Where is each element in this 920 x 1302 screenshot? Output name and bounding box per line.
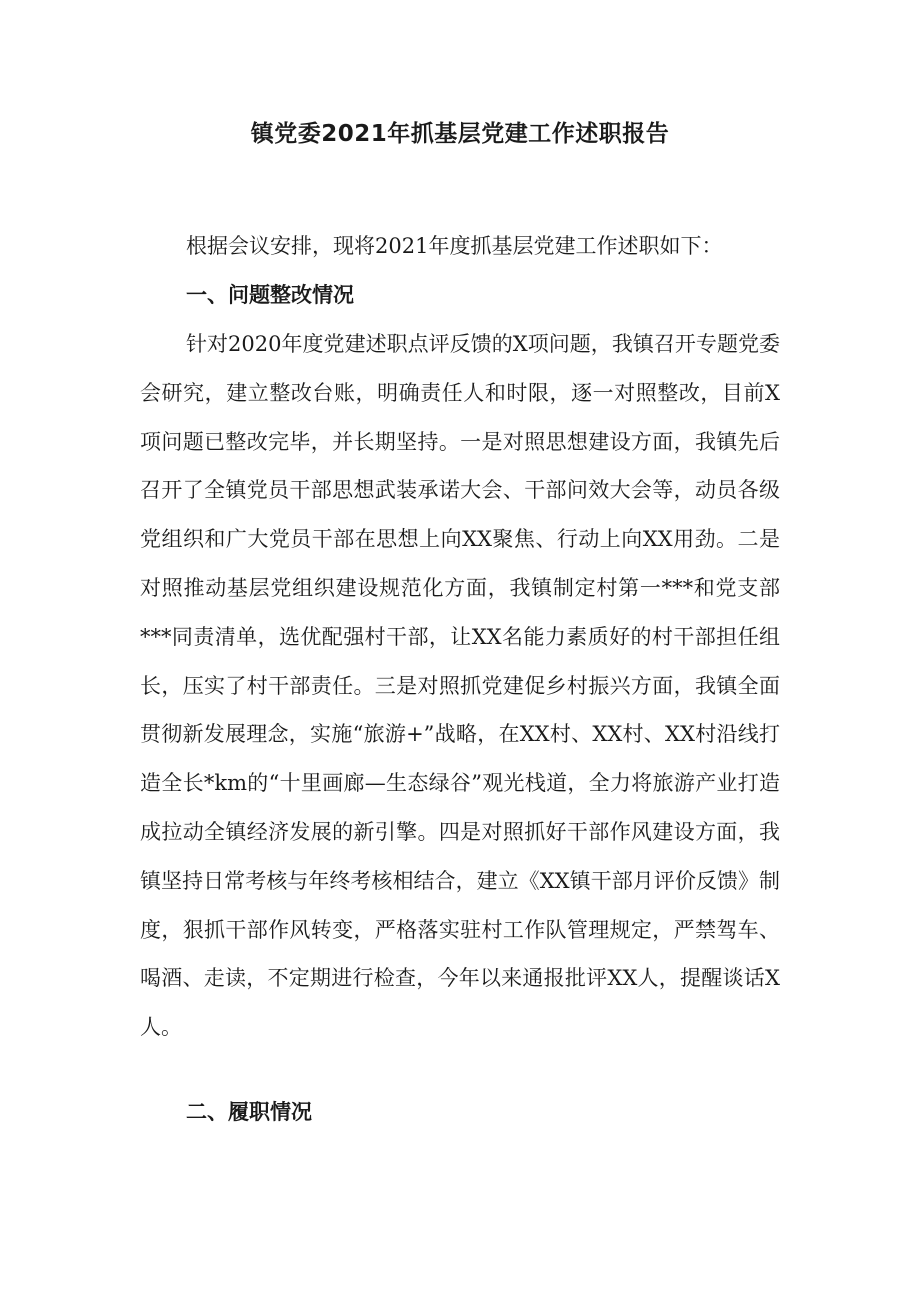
- document-title: 镇党委2021年抓基层党建工作述职报告: [250, 121, 670, 147]
- intro-paragraph: 根据会议安排，现将2021年度抓基层党建工作述职如下：: [186, 234, 723, 258]
- section-paragraph-rectification: 针对2020年度党建述职点评反馈的X项问题，我镇召开专题党委会研究，建立整改台账，明确责任人和时限，逐一对照整改，目前X项问题已整改完毕，并长期坚持。一是对照思想建设方面，我镇先后召开了全镇党员干部思想武装承诺大会、干部问效大会等，动员各级党组织和广大党员干部在思想上向XX聚焦、行动上向XX用劲。二是对照推动基层党组织建设规范化方面，我镇制定村第一***和党支部***同责清单，选优配强村干部，让XX名能力素质好的村干部担任组长，压实了村干部责任。三是对照抓党建促乡村振兴方面，我镇全面贯彻新发展理念，实施“旅游+”战略，在XX村、XX村、XX村沿线打造全长*km的“十里画廊—生态绿谷”观光栈道，全力将旅游产业打造成拉动全镇经济发展的新引擎。四是对照抓好干部作风建设方面，我镇坚持日常考核与年终考核相结合，建立《XX镇干部月评价反馈》制度，狠抓干部作风转变，严格落实驻村工作队管理规定，严禁驾车、喝酒、走读，不定期进行检查，今年以来通报批评XX人，提醒谈话X人。: [140, 332, 780, 1040]
- section-heading-rectification: 一、问题整改情况: [186, 283, 354, 307]
- section-heading-duty-performance: 二、履职情况: [186, 1100, 312, 1124]
